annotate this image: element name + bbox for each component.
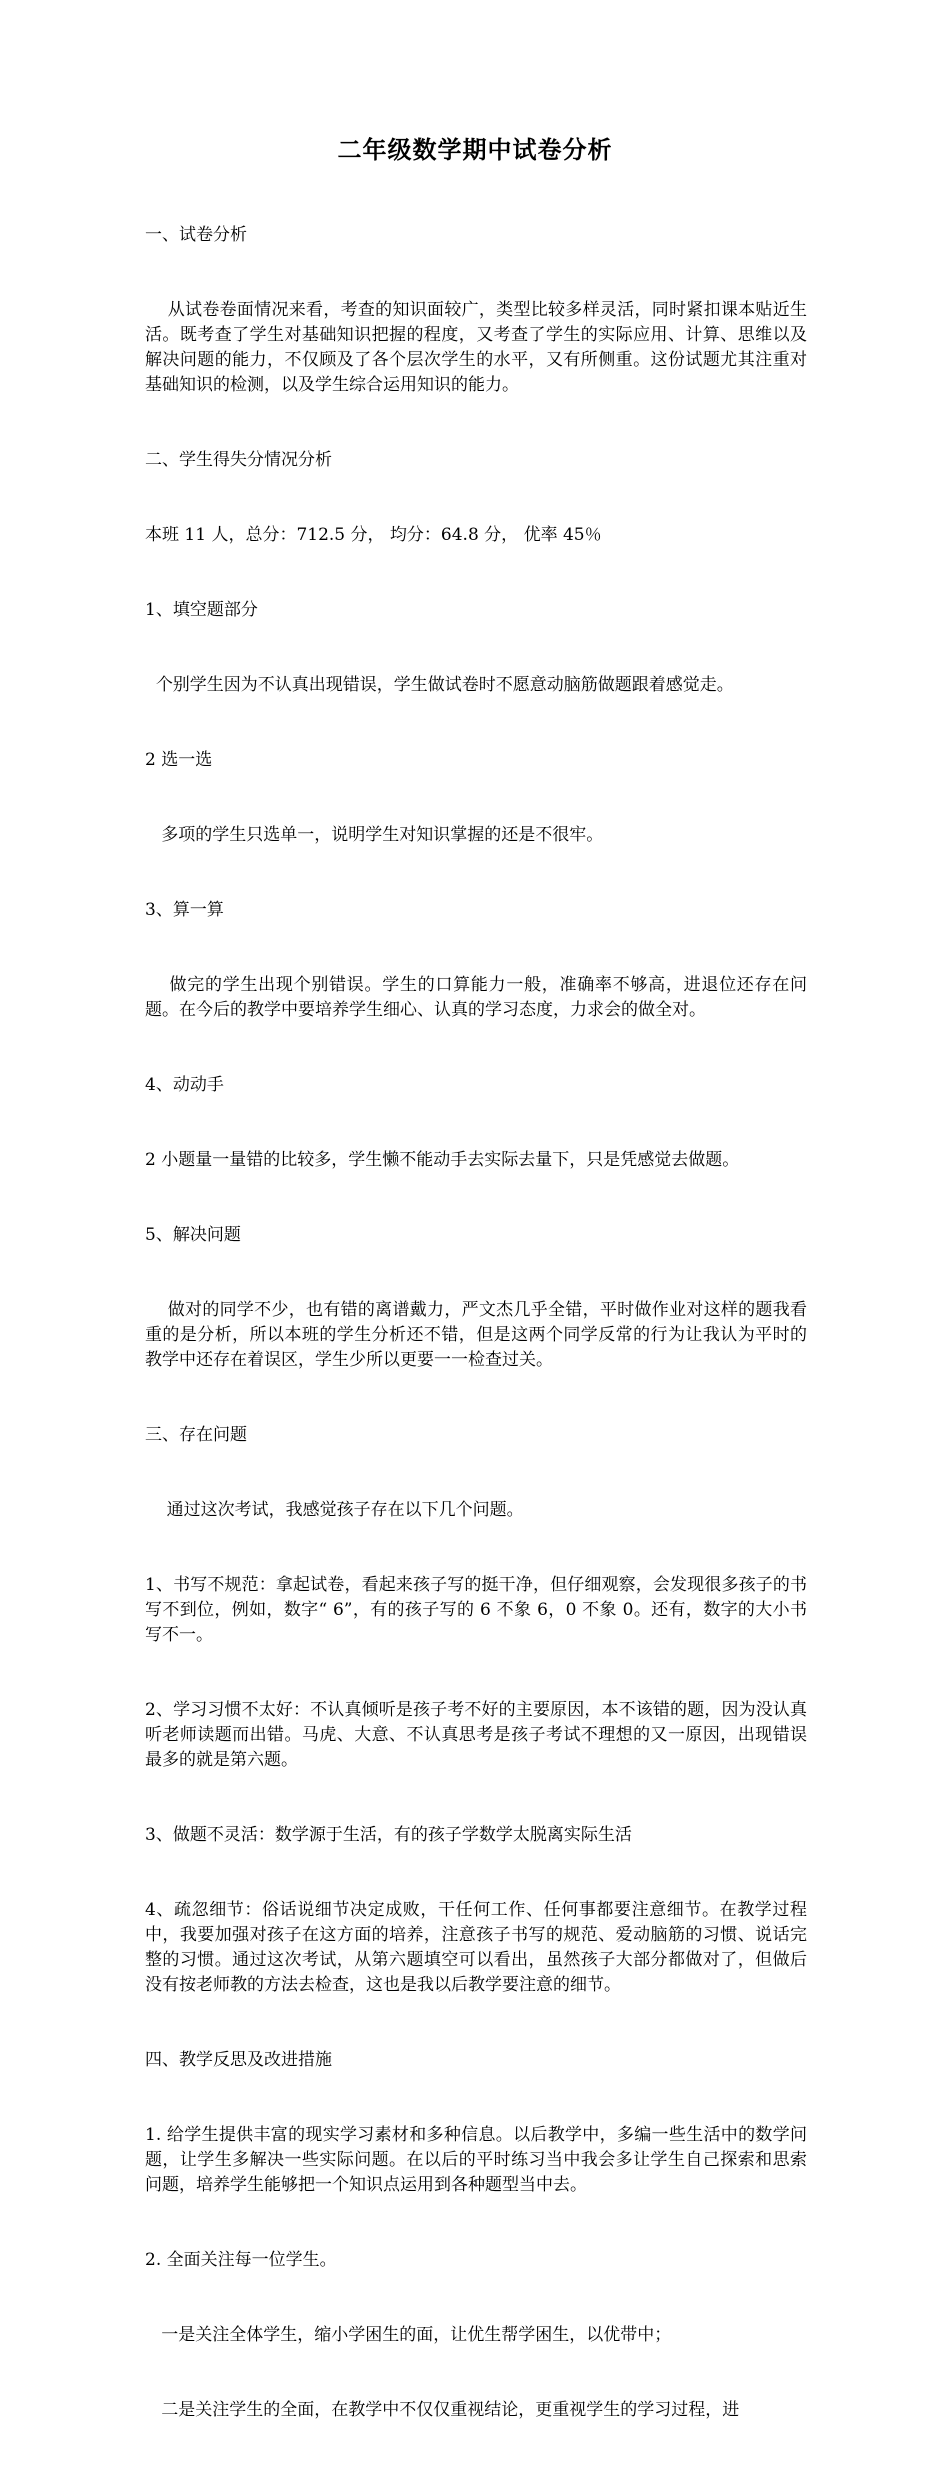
subsection-heading: 2 选一选: [145, 750, 213, 770]
list-item: 2. 全面关注每一位学生。: [145, 2250, 337, 2270]
section-heading: 二、学生得失分情况分析: [145, 450, 332, 470]
section-heading: 四、教学反思及改进措施: [145, 2050, 332, 2070]
subsection-heading: 4、动动手: [145, 1075, 224, 1095]
body-paragraph: 2 小题量一量错的比较多，学生懒不能动手去实际去量下，只是凭感觉去做题。: [145, 1150, 740, 1170]
document-body: [145, 173, 807, 2473]
subsection-heading: 5、解决问题: [145, 1225, 241, 1245]
subsection-heading: 3、算一算: [145, 900, 224, 920]
list-item: 3、做题不灵活：数学源于生活，有的孩子学数学太脱离实际生活: [145, 1825, 632, 1845]
body-paragraph: 做对的同学不少，也有错的离谱戴力，严文杰几乎全错，平时做作业对这样的题我看重的是分析，所以本班的学生分析还不错，但是这两个同学反常的行为让我认为平时的教学中还存在着误区，学生少所以更要一一检查过关。: [145, 1300, 808, 1370]
section-heading: 一、试卷分析: [145, 225, 247, 245]
body-paragraph: 做完的学生出现个别错误。学生的口算能力一般，准确率不够高，进退位还存在问题。在今后的教学中要培养学生细心、认真的学习态度，力求会的做全对。: [145, 975, 807, 1020]
score-summary: 本班 11 人，总分：712.5 分， 均分：64.8 分， 优率 45％: [145, 525, 602, 545]
subsection-heading: 1、填空题部分: [145, 600, 258, 620]
page-title: 二年级数学期中试卷分析: [337, 136, 613, 164]
body-paragraph: 从试卷卷面情况来看，考查的知识面较广，类型比较多样灵活，同时紧扣课本贴近生活。既考查了学生对基础知识把握的程度，又考查了学生的实际应用、计算、思维以及解决问题的能力，不仅顾及了各个层次学生的水平，又有所侧重。这份试题尤其注重对基础知识的检测，以及学生综合运用知识的能力。: [145, 300, 808, 395]
section-heading: 三、存在问题: [145, 1425, 247, 1445]
list-item: 2、学习习惯不太好：不认真倾听是孩子考不好的主要原因，本不该错的题，因为没认真听老师读题而出错。马虎、大意、不认真思考是孩子考试不理想的又一原因，出现错误最多的就是第六题。: [145, 1700, 807, 1770]
body-paragraph: 个别学生因为不认真出现错误，学生做试卷时不愿意动脑筋做题跟着感觉走。: [145, 675, 734, 695]
body-paragraph: 通过这次考试，我感觉孩子存在以下几个问题。: [145, 1500, 524, 1520]
list-item: 1、书写不规范：拿起试卷，看起来孩子写的挺干净，但仔细观察，会发现很多孩子的书写不到位，例如，数字“ 6”，有的孩子写的 6 不象 6，0 不象 0。还有，数字的大小书写不一。: [145, 1575, 807, 1645]
list-item: 4、疏忽细节：俗话说细节决定成败，干任何工作、任何事都要注意细节。在教学过程中，我要加强对孩子在这方面的培养，注意孩子书写的规范、爱动脑筋的习惯、说话完整的习惯。通过这次考试，从第六题填空可以看出，虽然孩子大部分都做对了，但做后没有按老师教的方法去检查，这也是我以后教学要注意的细节。: [145, 1900, 807, 1995]
body-paragraph: 二是关注学生的全面，在教学中不仅仅重视结论，更重视学生的学习过程，进: [145, 2400, 740, 2420]
list-item: 1. 给学生提供丰富的现实学习素材和多种信息。以后教学中，多编一些生活中的数学问题，让学生多解决一些实际问题。在以后的平时练习当中我会多让学生自己探索和思索问题，培养学生能够把一个知识点运用到各种题型当中去。: [145, 2125, 807, 2195]
body-paragraph: 多项的学生只选单一，说明学生对知识掌握的还是不很牢。: [145, 825, 604, 845]
body-paragraph: 一是关注全体学生，缩小学困生的面，让优生帮学困生，以优带中；: [145, 2325, 672, 2345]
